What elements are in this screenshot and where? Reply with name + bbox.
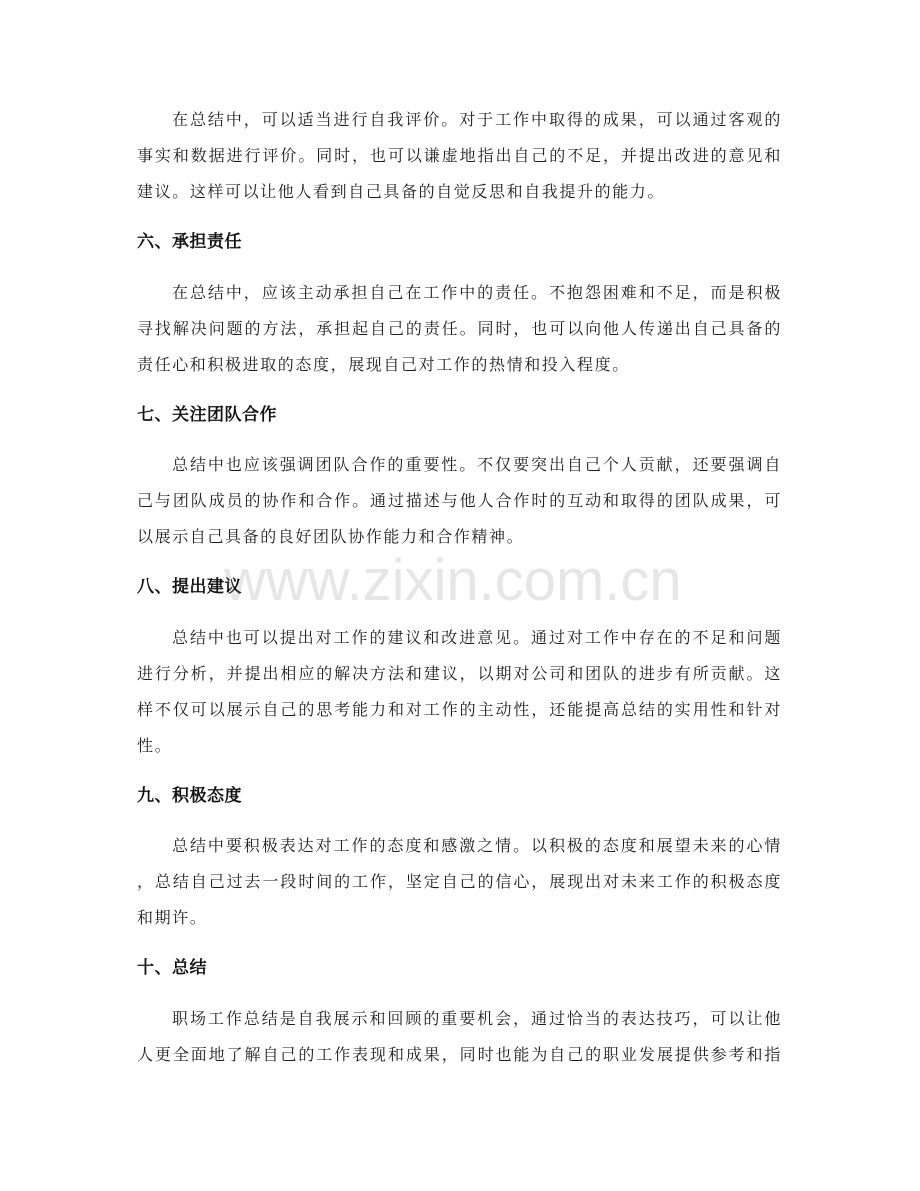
paragraph — [137, 1001, 782, 1073]
paragraph-line: 总结中也应该强调团队合作的重要性。不仅要突出自己个人贡献，还要强调自 — [172, 455, 782, 474]
paragraph — [137, 447, 782, 555]
paragraph-line: 性。 — [137, 735, 173, 755]
paragraph-line: 进行分析，并提出相应的解决方法和建议，以期对公司和团队的进步有所贡献。这 — [137, 663, 782, 683]
paragraph-line: 以展示自己具备的良好团队协作能力和合作精神。 — [137, 527, 525, 546]
paragraph-line: 责任心和积极进取的态度，展现自己对工作的热情和投入程度。 — [137, 354, 630, 374]
section-heading: 七、关注团队合作 — [137, 404, 277, 425]
paragraph-line: 在总结中，应该主动承担自己在工作中的责任。不抱怨困难和不足，而是积极 — [172, 282, 782, 302]
paragraph-intro — [137, 102, 782, 210]
paragraph-line: 职场工作总结是自我展示和回顾的重要机会，通过恰当的表达技巧，可以让他 — [172, 1008, 782, 1028]
paragraph-line: 人更全面地了解自己的工作表现和成果，同时也能为自己的职业发展提供参考和指 — [137, 1044, 782, 1064]
document-body — [137, 102, 782, 1073]
paragraph-line: 和期许。 — [137, 908, 208, 927]
paragraph-line: 寻找解决问题的方法，承担起自己的责任。同时，也可以向他人传递出自己具备的 — [137, 318, 782, 338]
section-heading: 六、承担责任 — [137, 232, 242, 252]
paragraph-line: 样不仅可以展示自己的思考能力和对工作的主动性，还能提高总结的实用性和针对 — [137, 699, 782, 719]
section-heading: 十、总结 — [137, 958, 207, 978]
paragraph-line: 己与团队成员的协作和合作。通过描述与他人合作时的互动和取得的团队成果，可 — [137, 491, 782, 510]
paragraph-line: 总结中要积极表达对工作的态度和感激之情。以积极的态度和展望未来的心情 — [172, 836, 782, 855]
paragraph — [137, 275, 782, 383]
paragraph — [137, 620, 782, 764]
watermark: www.zixin.com.cn — [224, 548, 682, 613]
paragraph-line: 建议。这样可以让他人看到自己具备的自觉反思和自我提升的能力。 — [137, 182, 666, 201]
section-heading: 八、提出建议 — [137, 577, 242, 597]
paragraph-line: 事实和数据进行评价。同时，也可以谦虚地指出自己的不足，并提出改进的意见和 — [137, 146, 782, 165]
paragraph-line: ，总结自己过去一段时间的工作，坚定自己的信心，展现出对未来工作的积极态度 — [137, 872, 782, 891]
paragraph-line: 在总结中，可以适当进行自我评价。对于工作中取得的成果，可以通过客观的 — [172, 110, 782, 129]
paragraph-line: 总结中也可以提出对工作的建议和改进意见。通过对工作中存在的不足和问题 — [172, 627, 782, 647]
section-heading: 九、积极态度 — [137, 785, 242, 806]
paragraph — [137, 828, 782, 936]
